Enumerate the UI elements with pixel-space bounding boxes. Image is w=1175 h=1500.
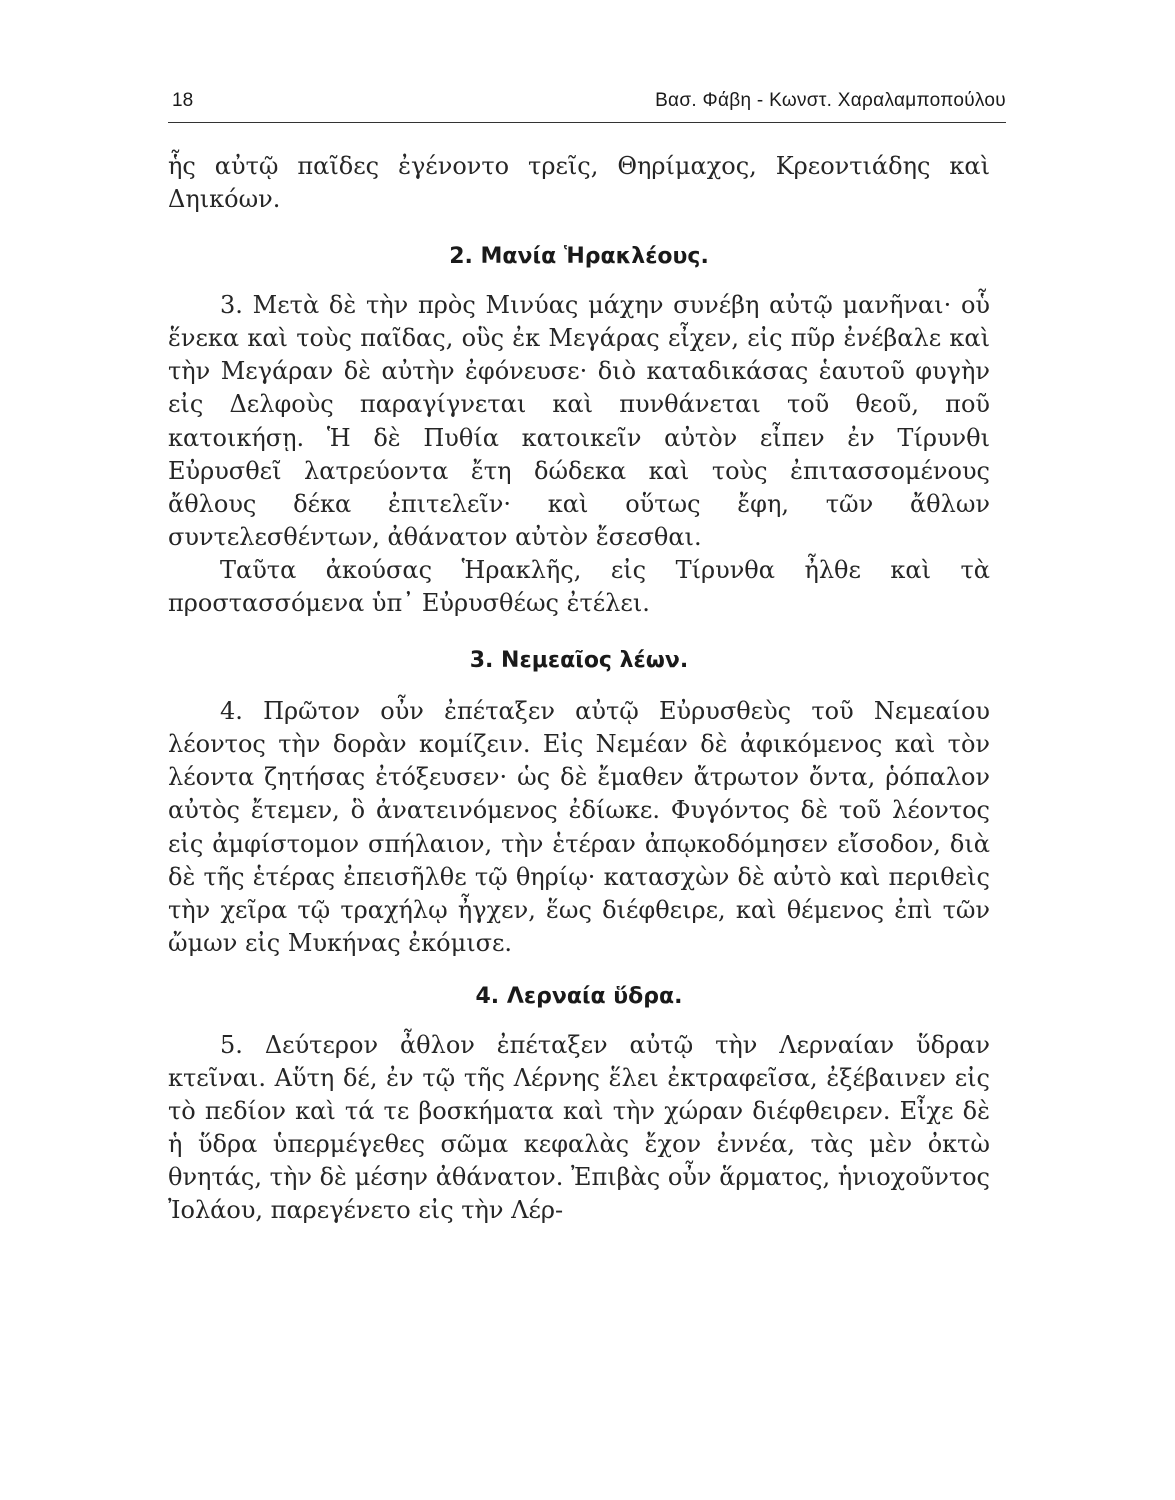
- paragraph-continuation: ἧς αὐτῷ παῖδες ἐγένοντο τρεῖς, Θηρίμαχος, Κρεοντιάδης καὶ Δηικόων.: [168, 152, 990, 214]
- paragraph-3-cont: Ταῦτα ἀκούσας Ἡρακλῆς, εἰς Τίρυνθα ἦλθε καὶ τὰ προστασσόμενα ὑπ᾽ Εὐρυσθέως ἐτέλει.: [168, 555, 990, 618]
- paragraph-3: 3. Μετὰ δὲ τὴν πρὸς Μινύας μάχην συνέβη αὐτῷ μανῆναι· οὗ ἕνεκα καὶ τοὺς παῖδας, οὓς ἐκ Μεγάρας εἶχεν, εἰς πῦρ ἐνέβαλε καὶ τὴν Μεγάραν δὲ αὐτὴν ἐφόνευσε· διὸ καταδικάσας ἑαυτοῦ φυγὴν εἰς Δελφοὺς παραγίγνεται καὶ πυνθάνεται τοῦ θεοῦ, ποῦ κατοικήσῃ. Ἡ δὲ Πυθία κατοικεῖν αὐτὸν εἶπεν ἐν Τίρυνθι Εὐρυσθεῖ λατρεύοντα ἔτη δώδεκα καὶ τοὺς ἐπιτασσομένους ἄθλους δέκα ἐπιτελεῖν· καὶ οὕτως ἔφη, τῶν ἄθλων συντελεσθέντων, ἀθάνατον αὐτὸν ἔσεσθαι.: [168, 291, 990, 551]
- section-heading-nemean-lion: 3. Νεμεαῖος λέων.: [469, 648, 689, 674]
- body-text: [168, 150, 990, 1227]
- paragraph-5: 5. Δεύτερον ἆθλον ἐπέταξεν αὐτῷ τὴν Λερναίαν ὕδραν κτεῖναι. Αὕτη δέ, ἐν τῷ τῆς Λέρνης ἕλει ἐκτραφεῖσα, ἐξέβαινεν εἰς τὸ πεδίον καὶ τά τε βοσκήματα καὶ τὴν χώραν διέφθειρεν. Εἶχε δὲ ἡ ὕδρα ὑπερμέγεθες σῶμα κεφαλὰς ἔχον ἐννέα, τὰς μὲν ὀκτὼ θνητάς, τὴν δὲ μέσην ἀθάνατον. Ἐπιβὰς οὖν ἅρματος, ἡνιοχοῦντος Ἰολάου, παρεγένετο εἰς τὴν Λέρ-: [168, 1030, 990, 1225]
- section-heading-lernaean-hydra: 4. Λερναία ὕδρα.: [475, 983, 683, 1009]
- page-header: [168, 86, 1006, 123]
- section-heading-mania: 2. Μανία Ἡρακλέους.: [449, 244, 709, 270]
- page-number: 18: [172, 90, 194, 111]
- running-head: Βασ. Φάβη - Κωνστ. Χαραλαμποπούλου: [655, 90, 1006, 111]
- paragraph-4: 4. Πρῶτον οὖν ἐπέταξεν αὐτῷ Εὐρυσθεὺς τοῦ Νεμεαίου λέοντος τὴν δορὰν κομίζειν. Εἰς Νεμέαν δὲ ἀφικόμενος καὶ τὸν λέοντα ζητήσας ἐτόξευσεν· ὡς δὲ ἔμαθεν ἄτρωτον ὄντα, ῥόπαλον αὐτὸς ἔτεμεν, ὃ ἀνατεινόμενος ἐδίωκε. Φυγόντος δὲ τοῦ λέοντος εἰς ἀμφίστομον σπήλαιον, τὴν ἑτέραν ἀπῳκοδόμησεν εἴσοδον, διὰ δὲ τῆς ἑτέρας ἐπεισῆλθε τῷ θηρίῳ· κατασχὼν δὲ αὐτὸ καὶ περιθεὶς τὴν χεῖρα τῷ τραχήλῳ ἦγχεν, ἕως διέφθειρε, καὶ θέμενος ἐπὶ τῶν ὤμων εἰς Μυκήνας ἐκόμισε.: [168, 697, 990, 957]
